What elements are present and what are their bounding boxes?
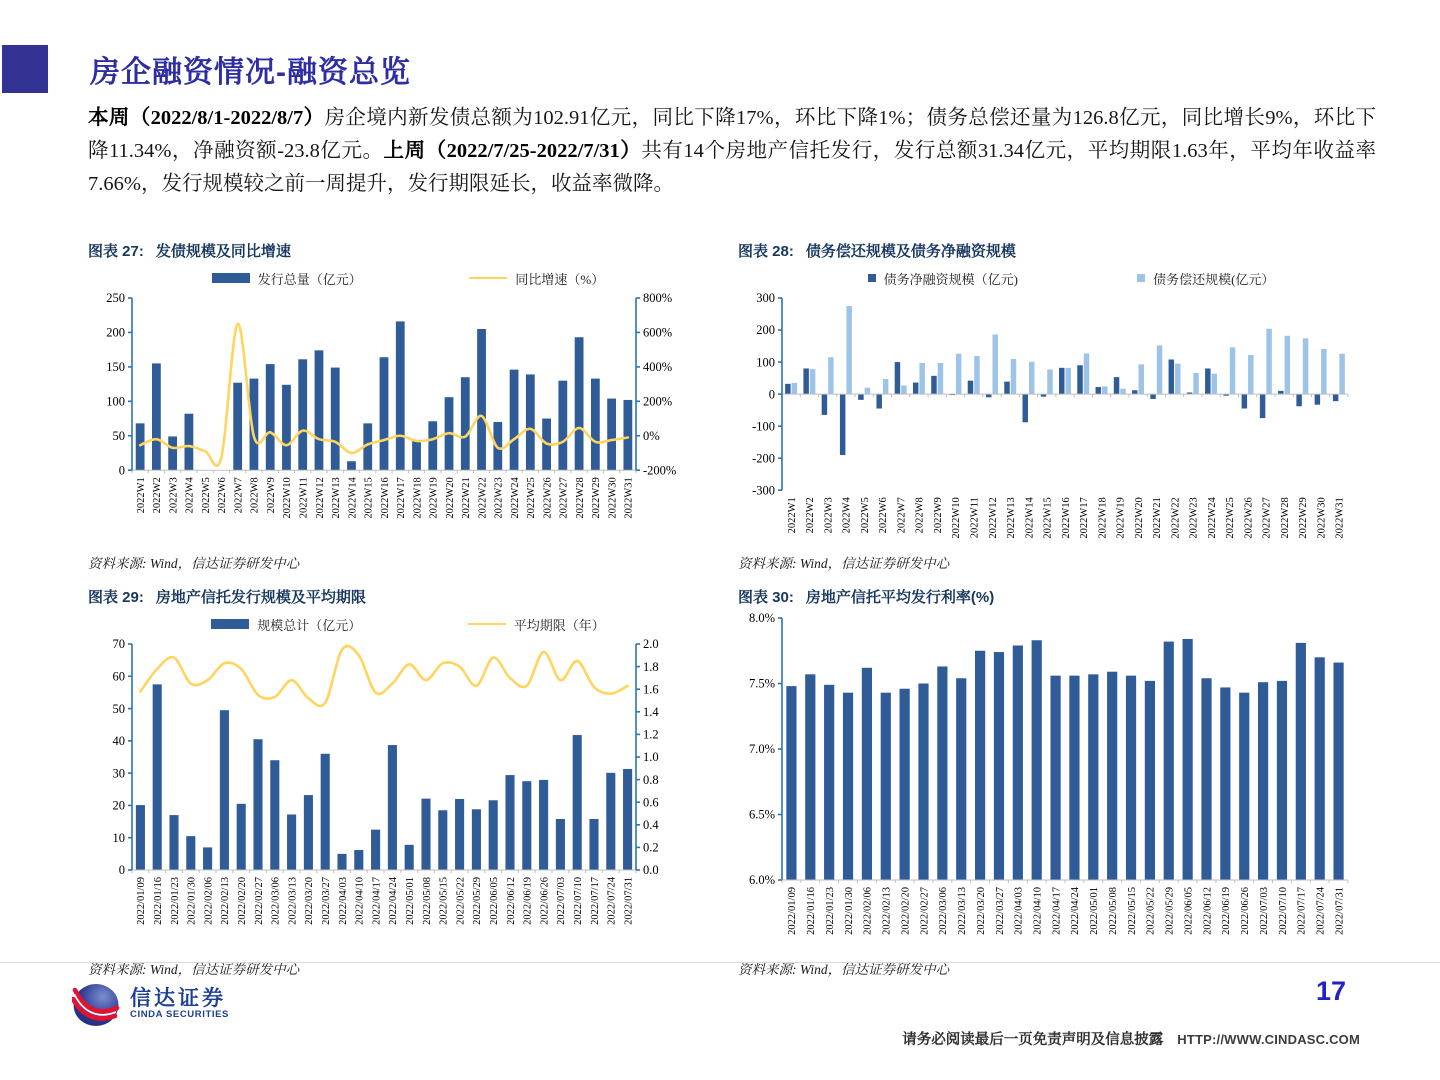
svg-text:100: 100 bbox=[106, 394, 125, 409]
chart-27-legend bbox=[88, 266, 688, 292]
svg-text:2022/02/06: 2022/02/06 bbox=[862, 887, 874, 935]
svg-text:0.2: 0.2 bbox=[643, 840, 659, 855]
svg-text:2022W14: 2022W14 bbox=[1024, 497, 1036, 539]
svg-text:2022/05/22: 2022/05/22 bbox=[1145, 887, 1157, 935]
chart-30-source: 资料来源: Wind，信达证券研发中心 bbox=[738, 962, 950, 977]
chart-28-legend bbox=[738, 266, 1364, 292]
svg-text:7.0%: 7.0% bbox=[748, 742, 775, 757]
svg-text:1.8: 1.8 bbox=[643, 659, 659, 674]
legend-item bbox=[212, 269, 362, 288]
svg-text:2022/03/06: 2022/03/06 bbox=[270, 877, 282, 925]
svg-text:2022W21: 2022W21 bbox=[461, 477, 473, 519]
svg-text:1.6: 1.6 bbox=[643, 682, 659, 697]
svg-text:2022W11: 2022W11 bbox=[298, 477, 310, 519]
svg-text:0.6: 0.6 bbox=[643, 795, 659, 810]
logo-name-en: CINDA SECURITIES bbox=[130, 1009, 229, 1021]
svg-text:800%: 800% bbox=[643, 292, 673, 306]
svg-text:2022/07/31: 2022/07/31 bbox=[623, 877, 635, 925]
footer-divider bbox=[0, 962, 1440, 963]
svg-text:2022W16: 2022W16 bbox=[1060, 497, 1072, 539]
svg-text:2022/01/09: 2022/01/09 bbox=[787, 887, 799, 935]
svg-text:2022/03/13: 2022/03/13 bbox=[287, 877, 299, 925]
svg-text:2022W29: 2022W29 bbox=[591, 477, 603, 519]
svg-text:2022/05/01: 2022/05/01 bbox=[1089, 887, 1101, 935]
svg-text:0%: 0% bbox=[643, 428, 660, 443]
svg-text:2022/01/16: 2022/01/16 bbox=[806, 887, 818, 935]
company-logo bbox=[72, 980, 229, 1028]
svg-text:2022/02/13: 2022/02/13 bbox=[881, 887, 893, 935]
svg-text:2022/07/10: 2022/07/10 bbox=[1277, 887, 1289, 935]
svg-text:2022W6: 2022W6 bbox=[878, 497, 890, 534]
svg-text:2022W27: 2022W27 bbox=[558, 477, 570, 519]
svg-text:2022W7: 2022W7 bbox=[896, 497, 908, 534]
svg-text:2022/07/17: 2022/07/17 bbox=[1296, 887, 1308, 935]
svg-text:2022/04/10: 2022/04/10 bbox=[354, 877, 366, 925]
svg-text:2022/02/20: 2022/02/20 bbox=[237, 877, 248, 925]
svg-text:2022/03/20: 2022/03/20 bbox=[304, 877, 316, 925]
page-number: 17 bbox=[1315, 976, 1346, 1006]
chart-27-canvas bbox=[88, 292, 688, 520]
svg-text:2022/05/08: 2022/05/08 bbox=[1107, 887, 1119, 935]
svg-text:2022W22: 2022W22 bbox=[1170, 497, 1182, 539]
chart-29-title-text: 房地产信托发行规模及平均期限 bbox=[155, 589, 366, 606]
svg-text:2022/07/24: 2022/07/24 bbox=[1315, 887, 1327, 935]
svg-text:2022W6: 2022W6 bbox=[217, 477, 229, 514]
svg-text:100: 100 bbox=[756, 355, 775, 370]
svg-text:2022W12: 2022W12 bbox=[314, 477, 326, 519]
svg-text:2022/01/23: 2022/01/23 bbox=[824, 887, 836, 935]
svg-text:2022W18: 2022W18 bbox=[1097, 497, 1109, 539]
svg-text:2022W16: 2022W16 bbox=[379, 477, 391, 519]
svg-text:600%: 600% bbox=[643, 325, 673, 340]
svg-text:2022W22: 2022W22 bbox=[477, 477, 489, 519]
svg-text:0.0: 0.0 bbox=[643, 863, 659, 878]
legend-item bbox=[868, 269, 1018, 288]
svg-text:2022W13: 2022W13 bbox=[331, 477, 343, 519]
svg-text:2022/07/03: 2022/07/03 bbox=[556, 877, 568, 925]
svg-text:2022W7: 2022W7 bbox=[233, 477, 245, 514]
svg-text:2022W1: 2022W1 bbox=[786, 497, 798, 534]
summary-text-1: 房企境内新发债总额为102.91亿元，同比下降17%，环比下降1%；债务总偿还量为126.8亿元，同比增长9%，环比下降11.34%，净融资额-23.8亿元。 bbox=[88, 107, 1376, 162]
svg-text:2022/06/05: 2022/06/05 bbox=[489, 877, 500, 925]
svg-text:8.0%: 8.0% bbox=[748, 612, 775, 626]
chart-30-title-text: 房地产信托平均发行利率(%) bbox=[805, 589, 995, 606]
svg-text:1.0: 1.0 bbox=[643, 750, 659, 765]
legend-bar-swatch bbox=[211, 619, 249, 629]
svg-text:2022W2: 2022W2 bbox=[152, 477, 164, 514]
svg-text:150: 150 bbox=[106, 360, 125, 375]
svg-text:2022/02/06: 2022/02/06 bbox=[203, 877, 215, 925]
svg-text:2022W9: 2022W9 bbox=[265, 477, 277, 514]
svg-text:0.8: 0.8 bbox=[643, 772, 659, 787]
legend-label: 同比增速（%） bbox=[515, 271, 605, 287]
svg-text:2022/07/31: 2022/07/31 bbox=[1334, 887, 1346, 935]
svg-text:2022W31: 2022W31 bbox=[623, 477, 635, 519]
svg-text:2022/05/29: 2022/05/29 bbox=[472, 877, 484, 925]
svg-text:2022/06/19: 2022/06/19 bbox=[522, 877, 534, 925]
summary-paragraph bbox=[88, 102, 1376, 200]
svg-text:2022W8: 2022W8 bbox=[249, 477, 261, 514]
svg-text:-300: -300 bbox=[752, 483, 775, 498]
svg-text:0: 0 bbox=[768, 387, 775, 402]
footer-disclaimer: 请务必阅读最后一页免责声明及信息披露 bbox=[902, 1032, 1164, 1048]
chart-28-title bbox=[738, 240, 1364, 261]
svg-text:2022W15: 2022W15 bbox=[363, 477, 375, 519]
chart-29-source: 资料来源: Wind，信达证券研发中心 bbox=[88, 962, 300, 977]
svg-text:2022W12: 2022W12 bbox=[987, 497, 999, 539]
chart-27-title-text: 发债规模及同比增速 bbox=[155, 243, 291, 260]
svg-text:2022W10: 2022W10 bbox=[951, 497, 963, 539]
chart-28-source: 资料来源: Wind，信达证券研发中心 bbox=[738, 556, 950, 571]
chart-27-source: 资料来源: Wind，信达证券研发中心 bbox=[88, 556, 300, 571]
svg-text:2022/05/01: 2022/05/01 bbox=[405, 877, 416, 925]
svg-text:50: 50 bbox=[112, 701, 125, 716]
page-title: 房企融资情况-融资总览 bbox=[90, 56, 411, 89]
svg-text:2022W9: 2022W9 bbox=[932, 497, 944, 534]
chart-30-block bbox=[738, 586, 1364, 978]
svg-text:2022/07/17: 2022/07/17 bbox=[589, 877, 601, 925]
svg-text:2022/03/20: 2022/03/20 bbox=[975, 887, 987, 935]
legend-label: 债务净融资规模（亿元) bbox=[883, 271, 1018, 287]
svg-text:2022W27: 2022W27 bbox=[1261, 497, 1273, 539]
svg-text:2022W5: 2022W5 bbox=[859, 497, 871, 534]
svg-text:2022W31: 2022W31 bbox=[1334, 497, 1346, 539]
svg-text:2022/06/26: 2022/06/26 bbox=[1240, 887, 1252, 935]
svg-text:2022/05/15: 2022/05/15 bbox=[438, 877, 450, 925]
svg-text:2022/06/12: 2022/06/12 bbox=[505, 877, 517, 925]
svg-text:2022W4: 2022W4 bbox=[184, 477, 196, 514]
svg-text:2022/06/12: 2022/06/12 bbox=[1202, 887, 1214, 935]
svg-text:0.4: 0.4 bbox=[643, 818, 659, 832]
legend-item bbox=[468, 615, 605, 634]
svg-text:30: 30 bbox=[112, 766, 125, 781]
svg-text:2022W19: 2022W19 bbox=[428, 477, 440, 519]
svg-text:400%: 400% bbox=[643, 360, 673, 375]
cinda-logo-icon bbox=[72, 980, 120, 1028]
svg-text:2022/03/27: 2022/03/27 bbox=[321, 877, 332, 925]
svg-text:2022W3: 2022W3 bbox=[168, 477, 180, 514]
svg-text:2022/05/22: 2022/05/22 bbox=[455, 877, 467, 925]
chart-27-title bbox=[88, 240, 688, 261]
summary-bold-this-week: 本周（2022/8/1-2022/8/7） bbox=[88, 107, 325, 129]
svg-text:300: 300 bbox=[756, 292, 775, 306]
svg-text:2022W21: 2022W21 bbox=[1152, 497, 1164, 539]
svg-text:2022W5: 2022W5 bbox=[200, 477, 212, 514]
svg-text:0: 0 bbox=[118, 463, 125, 478]
svg-text:2022W26: 2022W26 bbox=[1243, 497, 1255, 539]
svg-text:2022/04/24: 2022/04/24 bbox=[388, 877, 400, 925]
legend-item bbox=[469, 269, 604, 288]
svg-text:2022W8: 2022W8 bbox=[914, 497, 926, 534]
svg-text:200%: 200% bbox=[643, 394, 673, 409]
chart-27-block bbox=[88, 240, 688, 572]
svg-text:-100: -100 bbox=[752, 419, 775, 434]
legend-bar-swatch bbox=[868, 274, 876, 282]
svg-text:2022/05/15: 2022/05/15 bbox=[1126, 887, 1138, 935]
svg-text:2022/03/13: 2022/03/13 bbox=[957, 887, 969, 935]
charts-grid bbox=[88, 240, 1378, 978]
title-accent-square bbox=[2, 45, 48, 93]
chart-30-fig-label: 图表 30: bbox=[738, 589, 794, 606]
svg-text:20: 20 bbox=[112, 798, 125, 813]
svg-text:2022W23: 2022W23 bbox=[493, 477, 505, 519]
legend-item bbox=[1137, 269, 1274, 288]
svg-text:2022W1: 2022W1 bbox=[135, 477, 147, 514]
svg-text:2022W10: 2022W10 bbox=[282, 477, 294, 519]
svg-text:-200%: -200% bbox=[643, 463, 677, 478]
svg-text:0: 0 bbox=[118, 863, 125, 878]
svg-text:1.4: 1.4 bbox=[643, 705, 659, 719]
legend-label: 债务偿还规模(亿元） bbox=[1153, 271, 1275, 287]
legend-line-swatch bbox=[468, 623, 506, 625]
svg-text:2022/05/08: 2022/05/08 bbox=[421, 877, 433, 925]
svg-text:2022W24: 2022W24 bbox=[509, 477, 521, 519]
svg-text:2022/04/17: 2022/04/17 bbox=[1051, 887, 1063, 935]
svg-text:2022/04/03: 2022/04/03 bbox=[337, 877, 349, 925]
svg-text:60: 60 bbox=[112, 669, 125, 684]
svg-text:2022W26: 2022W26 bbox=[542, 477, 554, 519]
chart-29-legend bbox=[88, 612, 688, 638]
svg-text:2022W20: 2022W20 bbox=[444, 477, 456, 519]
svg-text:2022/06/26: 2022/06/26 bbox=[539, 877, 551, 925]
svg-text:50: 50 bbox=[112, 428, 125, 443]
chart-29-title bbox=[88, 586, 688, 607]
svg-text:2022W17: 2022W17 bbox=[1079, 497, 1091, 539]
svg-text:-200: -200 bbox=[752, 451, 775, 466]
svg-text:2022W28: 2022W28 bbox=[1279, 497, 1291, 539]
svg-text:2022/01/30: 2022/01/30 bbox=[843, 887, 855, 935]
logo-name-cn: 信达证券 bbox=[130, 986, 226, 1010]
svg-text:2022/04/17: 2022/04/17 bbox=[371, 877, 383, 925]
svg-text:2022/06/19: 2022/06/19 bbox=[1221, 887, 1233, 935]
svg-text:200: 200 bbox=[756, 323, 775, 338]
svg-text:2022W28: 2022W28 bbox=[574, 477, 586, 519]
svg-text:2022W19: 2022W19 bbox=[1115, 497, 1127, 539]
svg-text:2022W30: 2022W30 bbox=[1316, 497, 1328, 539]
svg-text:2022/07/24: 2022/07/24 bbox=[606, 877, 618, 925]
chart-29-canvas bbox=[88, 638, 688, 936]
svg-text:7.5%: 7.5% bbox=[748, 676, 775, 691]
legend-bar-swatch bbox=[1137, 274, 1145, 282]
svg-text:2022W20: 2022W20 bbox=[1133, 497, 1145, 539]
svg-text:2022/04/03: 2022/04/03 bbox=[1013, 887, 1025, 935]
chart-29-block bbox=[88, 586, 688, 978]
svg-text:6.0%: 6.0% bbox=[748, 873, 775, 888]
svg-text:2022W11: 2022W11 bbox=[969, 497, 981, 539]
svg-text:2022W13: 2022W13 bbox=[1006, 497, 1018, 539]
chart-27-fig-label: 图表 27: bbox=[88, 243, 144, 260]
svg-text:2022/03/27: 2022/03/27 bbox=[994, 887, 1006, 935]
svg-text:2022/01/30: 2022/01/30 bbox=[186, 877, 198, 925]
svg-text:40: 40 bbox=[112, 734, 125, 749]
legend-item bbox=[211, 615, 361, 634]
svg-text:2022/01/16: 2022/01/16 bbox=[153, 877, 164, 925]
chart-30-canvas bbox=[738, 612, 1364, 946]
summary-text-2: 共有14个房地产信托发行，发行总额31.34亿元，平均期限1.63年，平均年收益率7.66%，发行规模较之前一周提升，发行期限延长，收益率微降。 bbox=[88, 139, 1376, 195]
svg-text:2022W25: 2022W25 bbox=[1225, 497, 1237, 539]
legend-line-swatch bbox=[469, 277, 507, 279]
svg-text:1.2: 1.2 bbox=[643, 727, 659, 742]
svg-text:2022/04/10: 2022/04/10 bbox=[1032, 887, 1044, 935]
svg-text:2022W30: 2022W30 bbox=[607, 477, 619, 519]
svg-text:2022/03/06: 2022/03/06 bbox=[938, 887, 950, 935]
summary-bold-last-week: 上周（2022/7/25-2022/7/31） bbox=[383, 139, 642, 162]
svg-text:2022W18: 2022W18 bbox=[412, 477, 424, 519]
legend-label: 发行总量（亿元） bbox=[257, 271, 362, 287]
svg-text:6.5%: 6.5% bbox=[748, 807, 775, 822]
svg-text:2022/02/20: 2022/02/20 bbox=[900, 887, 912, 935]
svg-text:2022W14: 2022W14 bbox=[347, 477, 359, 519]
svg-text:70: 70 bbox=[112, 638, 125, 652]
chart-30-title bbox=[738, 586, 1364, 607]
svg-text:2.0: 2.0 bbox=[643, 638, 659, 652]
svg-text:250: 250 bbox=[106, 292, 125, 306]
logo-text bbox=[130, 988, 229, 1020]
footer-website: HTTP://WWW.CINDASC.COM bbox=[1177, 1032, 1360, 1047]
svg-text:2022/07/10: 2022/07/10 bbox=[573, 877, 584, 925]
svg-text:2022W24: 2022W24 bbox=[1206, 497, 1218, 539]
svg-text:2022/01/23: 2022/01/23 bbox=[169, 877, 181, 925]
svg-text:2022/06/05: 2022/06/05 bbox=[1183, 887, 1195, 935]
svg-text:2022W25: 2022W25 bbox=[526, 477, 538, 519]
svg-text:10: 10 bbox=[112, 830, 125, 845]
svg-text:2022/02/27: 2022/02/27 bbox=[253, 877, 265, 925]
svg-text:2022W15: 2022W15 bbox=[1042, 497, 1054, 539]
svg-text:2022W17: 2022W17 bbox=[396, 477, 408, 519]
svg-text:2022/07/03: 2022/07/03 bbox=[1258, 887, 1270, 935]
svg-text:200: 200 bbox=[106, 325, 125, 340]
svg-text:2022W23: 2022W23 bbox=[1188, 497, 1200, 539]
chart-28-block bbox=[738, 240, 1364, 572]
legend-label: 规模总计（亿元） bbox=[257, 617, 362, 633]
footer-disclaimer-row bbox=[902, 1028, 1360, 1049]
chart-28-canvas bbox=[738, 292, 1364, 540]
chart-28-title-text: 债务偿还规模及债务净融资规模 bbox=[805, 243, 1016, 260]
svg-text:2022/01/09: 2022/01/09 bbox=[136, 877, 148, 925]
legend-label: 平均期限（年） bbox=[513, 617, 605, 633]
svg-text:2022W29: 2022W29 bbox=[1298, 497, 1310, 539]
svg-text:2022W4: 2022W4 bbox=[841, 497, 853, 534]
svg-text:2022W2: 2022W2 bbox=[805, 497, 817, 534]
legend-bar-swatch bbox=[212, 273, 250, 283]
chart-28-fig-label: 图表 28: bbox=[738, 243, 794, 260]
svg-text:2022/02/13: 2022/02/13 bbox=[220, 877, 232, 925]
svg-text:2022W3: 2022W3 bbox=[823, 497, 835, 534]
svg-text:2022/05/29: 2022/05/29 bbox=[1164, 887, 1176, 935]
svg-text:2022/04/24: 2022/04/24 bbox=[1070, 887, 1082, 935]
chart-29-fig-label: 图表 29: bbox=[88, 589, 144, 606]
svg-text:2022/02/27: 2022/02/27 bbox=[919, 887, 931, 935]
